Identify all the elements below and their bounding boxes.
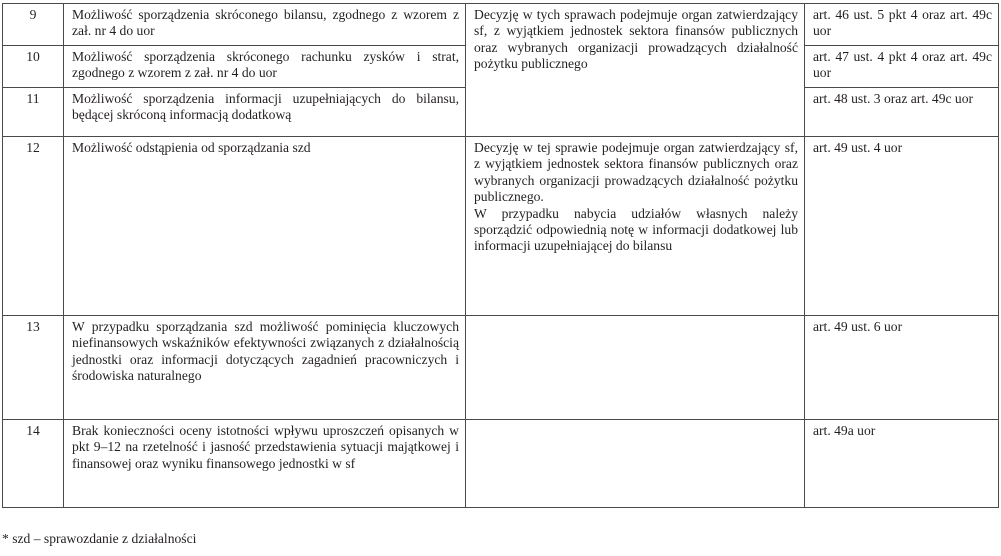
row-reference: art. 49 ust. 6 uor	[805, 316, 999, 420]
row-note	[466, 316, 805, 420]
row-reference: art. 48 ust. 3 oraz art. 49c uor	[805, 88, 999, 137]
row-reference: art. 49a uor	[805, 420, 999, 508]
row-reference: art. 46 ust. 5 pkt 4 oraz art. 49c uor	[805, 4, 999, 46]
footnote: * szd – sprawozdanie z działalności	[2, 531, 197, 546]
row-note-paragraph: W przypadku nabycia udziałów własnych należy sporządzić odpowiednią notę w informacji dodatkowej lub informacji uzupełniającej do bilansu	[474, 205, 798, 254]
table-row	[3, 4, 999, 46]
row-reference: art. 49 ust. 4 uor	[805, 137, 999, 316]
row-description: Możliwość odstąpienia od sporządzania szd	[64, 137, 466, 316]
row-number: 9	[3, 4, 64, 46]
table-row	[3, 420, 999, 508]
row-number: 12	[3, 137, 64, 316]
row-reference: art. 47 ust. 4 pkt 4 oraz art. 49c uor	[805, 46, 999, 88]
row-description: Możliwość sporządzenia informacji uzupełniających do bilansu, będącej skróconą informacją dodatkową	[64, 88, 466, 137]
row-note-paragraph: Decyzję w tej sprawie podejmuje organ zatwierdzający sf, z wyjątkiem jednostek sektora finansów publicznych oraz wybranych organizacji prowadzących działalność pożytku publicznego.	[474, 140, 798, 205]
row-description: Brak konieczności oceny istotności wpływu uproszczeń opisanych w pkt 9–12 na rzetelność i jasność przedstawienia sytuacji majątkowej i finansowej oraz wyniku finansowego jednostki w sf	[64, 420, 466, 508]
row-number: 11	[3, 88, 64, 137]
row-number: 10	[3, 46, 64, 88]
row-description: Możliwość sporządzenia skróconego rachunku zysków i strat, zgodnego z wzorem z zał. nr 4 do uor	[64, 46, 466, 88]
table-row	[3, 316, 999, 420]
table-row	[3, 137, 999, 316]
row-number: 14	[3, 420, 64, 508]
row-note	[466, 137, 805, 316]
row-description: Możliwość sporządzenia skróconego bilansu, zgodnego z wzorem z zał. nr 4 do uor	[64, 4, 466, 46]
simplifications-table	[2, 3, 999, 508]
row-number: 13	[3, 316, 64, 420]
row-note: Decyzję w tych sprawach podejmuje organ zatwierdzający sf, z wyjątkiem jednostek sektora finansów publicznych oraz wybranych organizacji prowadzących działalność pożytku publicznego	[466, 4, 805, 137]
row-note	[466, 420, 805, 508]
row-description: W przypadku sporządzania szd możliwość pominięcia kluczowych niefinansowych wskaźników efektywności związanych z działalnością jednostki oraz informacji dotyczących zagadnień pracowniczych i środowiska naturalnego	[64, 316, 466, 420]
